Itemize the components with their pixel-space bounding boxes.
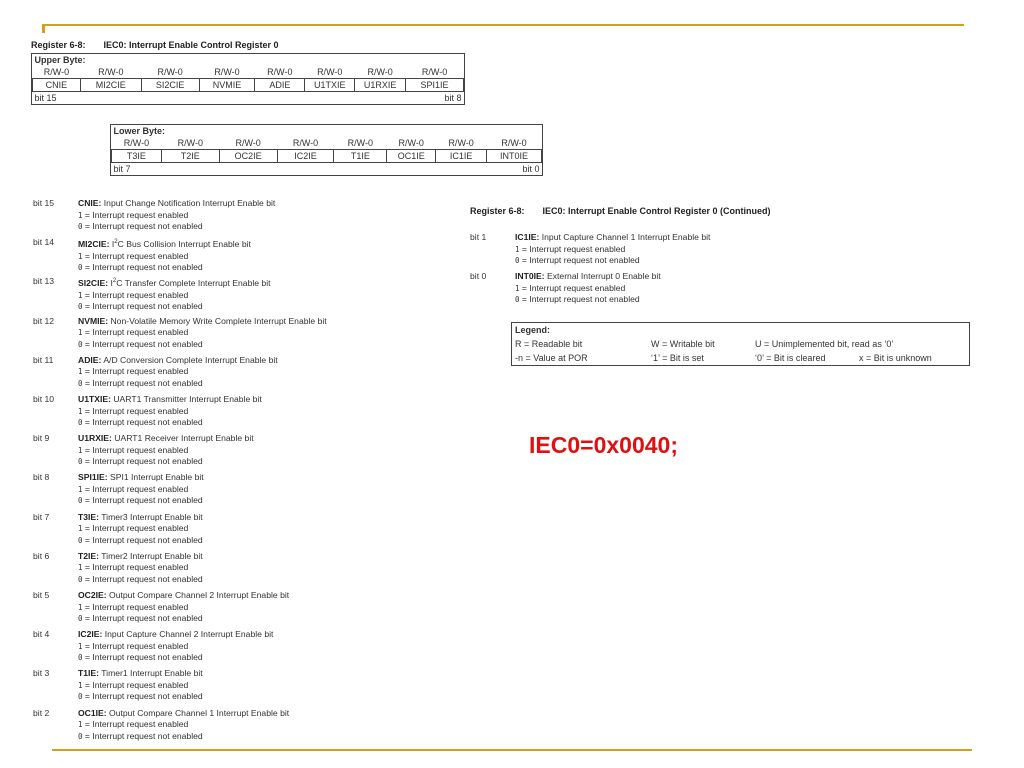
state-text: = Interrupt request enabled bbox=[82, 640, 189, 651]
bit-range-start: bit 7 bbox=[113, 164, 131, 174]
bit-description bbox=[33, 668, 453, 704]
bit-number: bit 10 bbox=[33, 394, 55, 404]
bit-range-end: bit 0 bbox=[522, 164, 540, 174]
bit-number: bit 0 bbox=[470, 271, 487, 281]
bit-descriptions-left bbox=[33, 198, 453, 748]
state-text: = Interrupt request enabled bbox=[82, 719, 189, 730]
bit-name-cell: T1IE bbox=[334, 150, 387, 163]
state-value: 1 bbox=[78, 290, 83, 300]
legend-writable: W = Writable bit bbox=[651, 339, 715, 349]
bit-description bbox=[33, 355, 453, 391]
bit-desc-prefix: I bbox=[108, 278, 113, 289]
state-text: = Interrupt request not enabled bbox=[82, 456, 203, 467]
state-value: 1 bbox=[78, 445, 83, 455]
bit-field-name: OC1IE: bbox=[78, 707, 107, 718]
bit-description bbox=[33, 276, 453, 312]
state-text: = Interrupt request not enabled bbox=[82, 338, 203, 349]
state-text: = Interrupt request not enabled bbox=[82, 534, 203, 545]
bit-name-cell: NVMIE bbox=[199, 79, 255, 92]
state-text: = Interrupt request enabled bbox=[82, 562, 189, 573]
bit-field-name: U1TXIE: bbox=[78, 394, 111, 404]
bit-description bbox=[33, 708, 453, 744]
state-text: = Interrupt request not enabled bbox=[82, 377, 203, 388]
bit-desc: Timer3 Interrupt Enable bit bbox=[99, 511, 203, 522]
legend-por: -n = Value at POR bbox=[515, 353, 588, 363]
bit-name-cell: U1TXIE bbox=[305, 79, 355, 92]
bit-descriptions-right bbox=[470, 232, 890, 312]
bit-desc: Input Capture Channel 1 Interrupt Enable bit bbox=[539, 232, 711, 242]
bit-description bbox=[33, 237, 453, 273]
state-text: = Interrupt request not enabled bbox=[82, 417, 203, 427]
register-title-continued bbox=[470, 206, 771, 216]
bit-number: bit 11 bbox=[33, 354, 54, 365]
state-value: 1 bbox=[78, 680, 83, 690]
state-value: 0 bbox=[78, 263, 83, 273]
bit-text bbox=[78, 355, 278, 390]
superscript: 2 bbox=[112, 278, 117, 285]
state-value: 0 bbox=[78, 535, 83, 545]
legend-cleared: ‘0’ = Bit is cleared bbox=[755, 353, 826, 363]
state-value: 1 bbox=[515, 283, 520, 293]
state-text: = Interrupt request not enabled bbox=[82, 613, 203, 623]
state-value: 0 bbox=[78, 302, 83, 312]
bit-number: bit 4 bbox=[33, 629, 50, 640]
state-text: = Interrupt request enabled bbox=[82, 366, 189, 377]
state-text: = Interrupt request enabled bbox=[82, 209, 189, 220]
bit-description bbox=[33, 472, 453, 508]
legend-unimplemented: U = Unimplemented bit, read as ‘0’ bbox=[755, 339, 894, 349]
bit-desc: Timer1 Interrupt Enable bit bbox=[99, 668, 203, 679]
bit-text bbox=[78, 708, 289, 743]
register-title bbox=[31, 40, 279, 50]
bit-range-start: bit 15 bbox=[34, 93, 57, 103]
state-text: = Interrupt request not enabled bbox=[82, 691, 203, 702]
bit-description bbox=[33, 433, 453, 469]
bit-desc: Output Compare Channel 2 Interrupt Enable bit bbox=[106, 590, 290, 600]
bit-name-cell: CNIE bbox=[33, 79, 81, 92]
bit-name-cell: INT0IE bbox=[487, 150, 542, 163]
bit-text bbox=[78, 668, 203, 703]
bit-name-cell: MI2CIE bbox=[80, 79, 141, 92]
state-text: = Interrupt request not enabled bbox=[82, 262, 203, 273]
bit-description bbox=[33, 198, 453, 234]
bit-text bbox=[78, 394, 262, 429]
bottom-rule bbox=[52, 749, 972, 751]
state-value: 0 bbox=[78, 614, 83, 623]
bit-field-name: IC1IE: bbox=[515, 232, 540, 242]
state-text: = Interrupt request enabled bbox=[519, 282, 626, 293]
upper-byte-table bbox=[31, 53, 465, 105]
access-cell: R/W-0 bbox=[123, 138, 150, 148]
bit-number: bit 6 bbox=[33, 550, 50, 561]
access-cell: R/W-0 bbox=[157, 67, 183, 77]
bit-desc-prefix: I bbox=[109, 239, 115, 250]
bit-number: bit 2 bbox=[33, 707, 50, 718]
bit-text bbox=[78, 551, 203, 586]
access-cell: R/W-0 bbox=[292, 138, 319, 148]
state-value: 1 bbox=[78, 720, 83, 730]
state-value: 0 bbox=[78, 653, 83, 663]
bit-text bbox=[78, 472, 204, 507]
state-value: 1 bbox=[78, 563, 83, 573]
state-value: 1 bbox=[78, 251, 83, 261]
legend-title: Legend: bbox=[515, 325, 550, 335]
state-value: 1 bbox=[78, 641, 83, 651]
state-text: = Interrupt request enabled bbox=[82, 601, 189, 612]
state-text: = Interrupt request not enabled bbox=[82, 221, 203, 231]
state-value: 0 bbox=[78, 496, 83, 506]
legend-box bbox=[511, 322, 970, 366]
bit-description bbox=[33, 512, 453, 548]
legend-unknown: x = Bit is unknown bbox=[859, 353, 932, 363]
bit-field-name: NVMIE: bbox=[78, 315, 109, 326]
bit-description bbox=[33, 629, 453, 665]
bit-number: bit 9 bbox=[33, 433, 50, 444]
bit-desc: C Transfer Complete Interrupt Enable bit bbox=[116, 278, 271, 289]
bit-text bbox=[515, 232, 710, 267]
access-cell: R/W-0 bbox=[448, 138, 474, 148]
state-text: = Interrupt request not enabled bbox=[82, 495, 203, 506]
bit-number: bit 7 bbox=[33, 511, 50, 522]
bit-desc: UART1 Receiver Interrupt Enable bit bbox=[111, 433, 254, 444]
bit-field-name: U1RXIE: bbox=[78, 433, 112, 444]
bit-text bbox=[515, 271, 661, 306]
state-text: = Interrupt request enabled bbox=[82, 250, 189, 261]
state-value: 0 bbox=[78, 574, 83, 584]
state-text: = Interrupt request enabled bbox=[82, 405, 189, 416]
bit-name-cell: IC2IE bbox=[277, 150, 334, 163]
state-value: 0 bbox=[78, 222, 83, 231]
state-value: 0 bbox=[515, 256, 520, 265]
access-cell: R/W-0 bbox=[421, 67, 448, 77]
bit-number: bit 1 bbox=[470, 232, 487, 242]
bit-text bbox=[78, 276, 271, 312]
bit-description bbox=[33, 316, 453, 352]
bit-name-cell: T2IE bbox=[161, 150, 219, 163]
state-text: = Interrupt request enabled bbox=[82, 523, 189, 534]
access-cell: R/W-0 bbox=[235, 138, 261, 148]
access-cell: R/W-0 bbox=[177, 138, 203, 148]
bit-text bbox=[78, 629, 273, 664]
access-cell: R/W-0 bbox=[501, 138, 527, 148]
access-cell: R/W-0 bbox=[347, 138, 374, 148]
bit-number: bit 3 bbox=[33, 668, 50, 679]
bit-field-name: OC2IE: bbox=[78, 590, 107, 600]
top-rule-tick bbox=[42, 25, 45, 33]
bit-desc: Non-Volatile Memory Write Complete Interrupt Enable bit bbox=[108, 315, 327, 326]
lower-byte-header: Lower Byte: bbox=[113, 126, 166, 136]
bit-number: bit 15 bbox=[33, 198, 55, 208]
bit-name-cell: T3IE bbox=[112, 150, 162, 163]
bit-name-cell: SPI1IE bbox=[406, 79, 464, 92]
access-cell: R/W-0 bbox=[317, 67, 343, 77]
bit-text bbox=[78, 316, 327, 351]
bit-desc: Input Capture Channel 2 Interrupt Enable bit bbox=[102, 629, 274, 640]
bit-field-name: INT0IE: bbox=[515, 271, 545, 281]
state-value: 1 bbox=[78, 602, 83, 612]
state-value: 1 bbox=[78, 210, 83, 220]
register-label: Register 6-8: bbox=[470, 206, 525, 216]
bit-field-name: T1IE: bbox=[78, 668, 100, 679]
state-text: = Interrupt request not enabled bbox=[82, 573, 203, 584]
lower-byte-table bbox=[110, 124, 543, 176]
access-cell: R/W-0 bbox=[98, 67, 124, 77]
bit-desc: External Interrupt 0 Enable bit bbox=[544, 271, 661, 281]
state-text: = Interrupt request enabled bbox=[82, 483, 189, 494]
bit-number: bit 8 bbox=[33, 472, 50, 483]
state-value: 0 bbox=[78, 457, 83, 467]
code-statement: IEC0=0x0040; bbox=[529, 432, 678, 458]
bit-name-cell: SI2CIE bbox=[141, 79, 199, 92]
state-value: 1 bbox=[78, 406, 83, 416]
bit-field-name: T2IE: bbox=[78, 550, 100, 561]
bit-desc: Input Change Notification Interrupt Enable bit bbox=[101, 198, 276, 208]
state-text: = Interrupt request enabled bbox=[82, 327, 189, 338]
bit-name-cell: ADIE bbox=[255, 79, 305, 92]
bit-text bbox=[78, 198, 275, 233]
top-rule bbox=[42, 24, 964, 26]
state-value: 1 bbox=[78, 328, 83, 338]
state-value: 1 bbox=[78, 484, 83, 494]
bit-field-name: MI2CIE: bbox=[78, 239, 110, 250]
bit-field-name: SI2CIE: bbox=[78, 278, 109, 289]
state-value: 0 bbox=[78, 339, 83, 349]
access-cell: R/W-0 bbox=[367, 67, 393, 77]
state-value: 1 bbox=[515, 244, 520, 254]
state-value: 0 bbox=[78, 378, 83, 388]
state-text: = Interrupt request enabled bbox=[82, 289, 189, 300]
bit-description bbox=[33, 551, 453, 587]
state-text: = Interrupt request not enabled bbox=[519, 294, 640, 304]
state-text: = Interrupt request not enabled bbox=[519, 255, 640, 265]
state-value: 0 bbox=[78, 692, 83, 702]
state-value: 1 bbox=[78, 367, 83, 377]
access-cell: R/W-0 bbox=[267, 67, 293, 77]
bit-desc: Timer2 Interrupt Enable bit bbox=[99, 550, 203, 561]
register-label: Register 6-8: bbox=[31, 40, 86, 50]
state-text: = Interrupt request enabled bbox=[82, 679, 189, 690]
bit-name-cell: OC1IE bbox=[387, 150, 436, 163]
legend-readable: R = Readable bit bbox=[515, 339, 583, 349]
bit-text bbox=[78, 433, 254, 468]
access-cell: R/W-0 bbox=[43, 67, 70, 77]
bit-field-name: IC2IE: bbox=[78, 629, 103, 640]
legend-set: ‘1’ = Bit is set bbox=[651, 353, 704, 363]
bit-desc: UART1 Transmitter Interrupt Enable bit bbox=[110, 394, 262, 404]
bit-name-cell: IC1IE bbox=[436, 150, 487, 163]
bit-text bbox=[78, 237, 251, 273]
bit-field-name: SPI1IE: bbox=[78, 472, 108, 483]
bit-desc: C Bus Collision Interrupt Enable bit bbox=[117, 239, 251, 250]
state-value: 0 bbox=[78, 418, 83, 427]
bit-number: bit 12 bbox=[33, 315, 55, 326]
bit-name-cell: OC2IE bbox=[219, 150, 277, 163]
bit-text bbox=[78, 590, 289, 625]
superscript: 2 bbox=[114, 239, 118, 246]
state-value: 0 bbox=[78, 731, 83, 741]
state-text: = Interrupt request enabled bbox=[82, 444, 189, 455]
bit-description bbox=[33, 590, 453, 626]
bit-desc: A/D Conversion Complete Interrupt Enable bit bbox=[101, 354, 278, 365]
bit-description bbox=[470, 271, 890, 307]
bit-field-name: ADIE: bbox=[78, 354, 102, 365]
register-name: IEC0: Interrupt Enable Control Register 0 bbox=[103, 40, 279, 50]
bit-desc: SPI1 Interrupt Enable bit bbox=[107, 472, 204, 483]
access-cell: R/W-0 bbox=[214, 67, 240, 77]
state-text: = Interrupt request not enabled bbox=[82, 652, 203, 663]
state-text: = Interrupt request not enabled bbox=[82, 730, 203, 741]
state-value: 1 bbox=[78, 524, 83, 534]
bit-number: bit 13 bbox=[33, 276, 55, 287]
access-cell: R/W-0 bbox=[398, 138, 424, 148]
bit-description bbox=[470, 232, 890, 268]
bit-name-cell: U1RXIE bbox=[355, 79, 406, 92]
bit-desc: Output Compare Channel 1 Interrupt Enable bit bbox=[106, 707, 290, 718]
bit-description bbox=[33, 394, 453, 430]
register-name-continued: IEC0: Interrupt Enable Control Register 0 (Continued) bbox=[542, 206, 771, 216]
bit-range-end: bit 8 bbox=[444, 93, 462, 103]
state-text: = Interrupt request enabled bbox=[519, 243, 626, 254]
state-value: 0 bbox=[515, 295, 520, 304]
state-text: = Interrupt request not enabled bbox=[82, 301, 203, 312]
bit-number: bit 5 bbox=[33, 590, 50, 600]
bit-text bbox=[78, 512, 203, 547]
upper-byte-header: Upper Byte: bbox=[34, 55, 86, 65]
bit-field-name: T3IE: bbox=[78, 511, 100, 522]
bit-number: bit 14 bbox=[33, 237, 55, 248]
bit-field-name: CNIE: bbox=[78, 198, 102, 208]
